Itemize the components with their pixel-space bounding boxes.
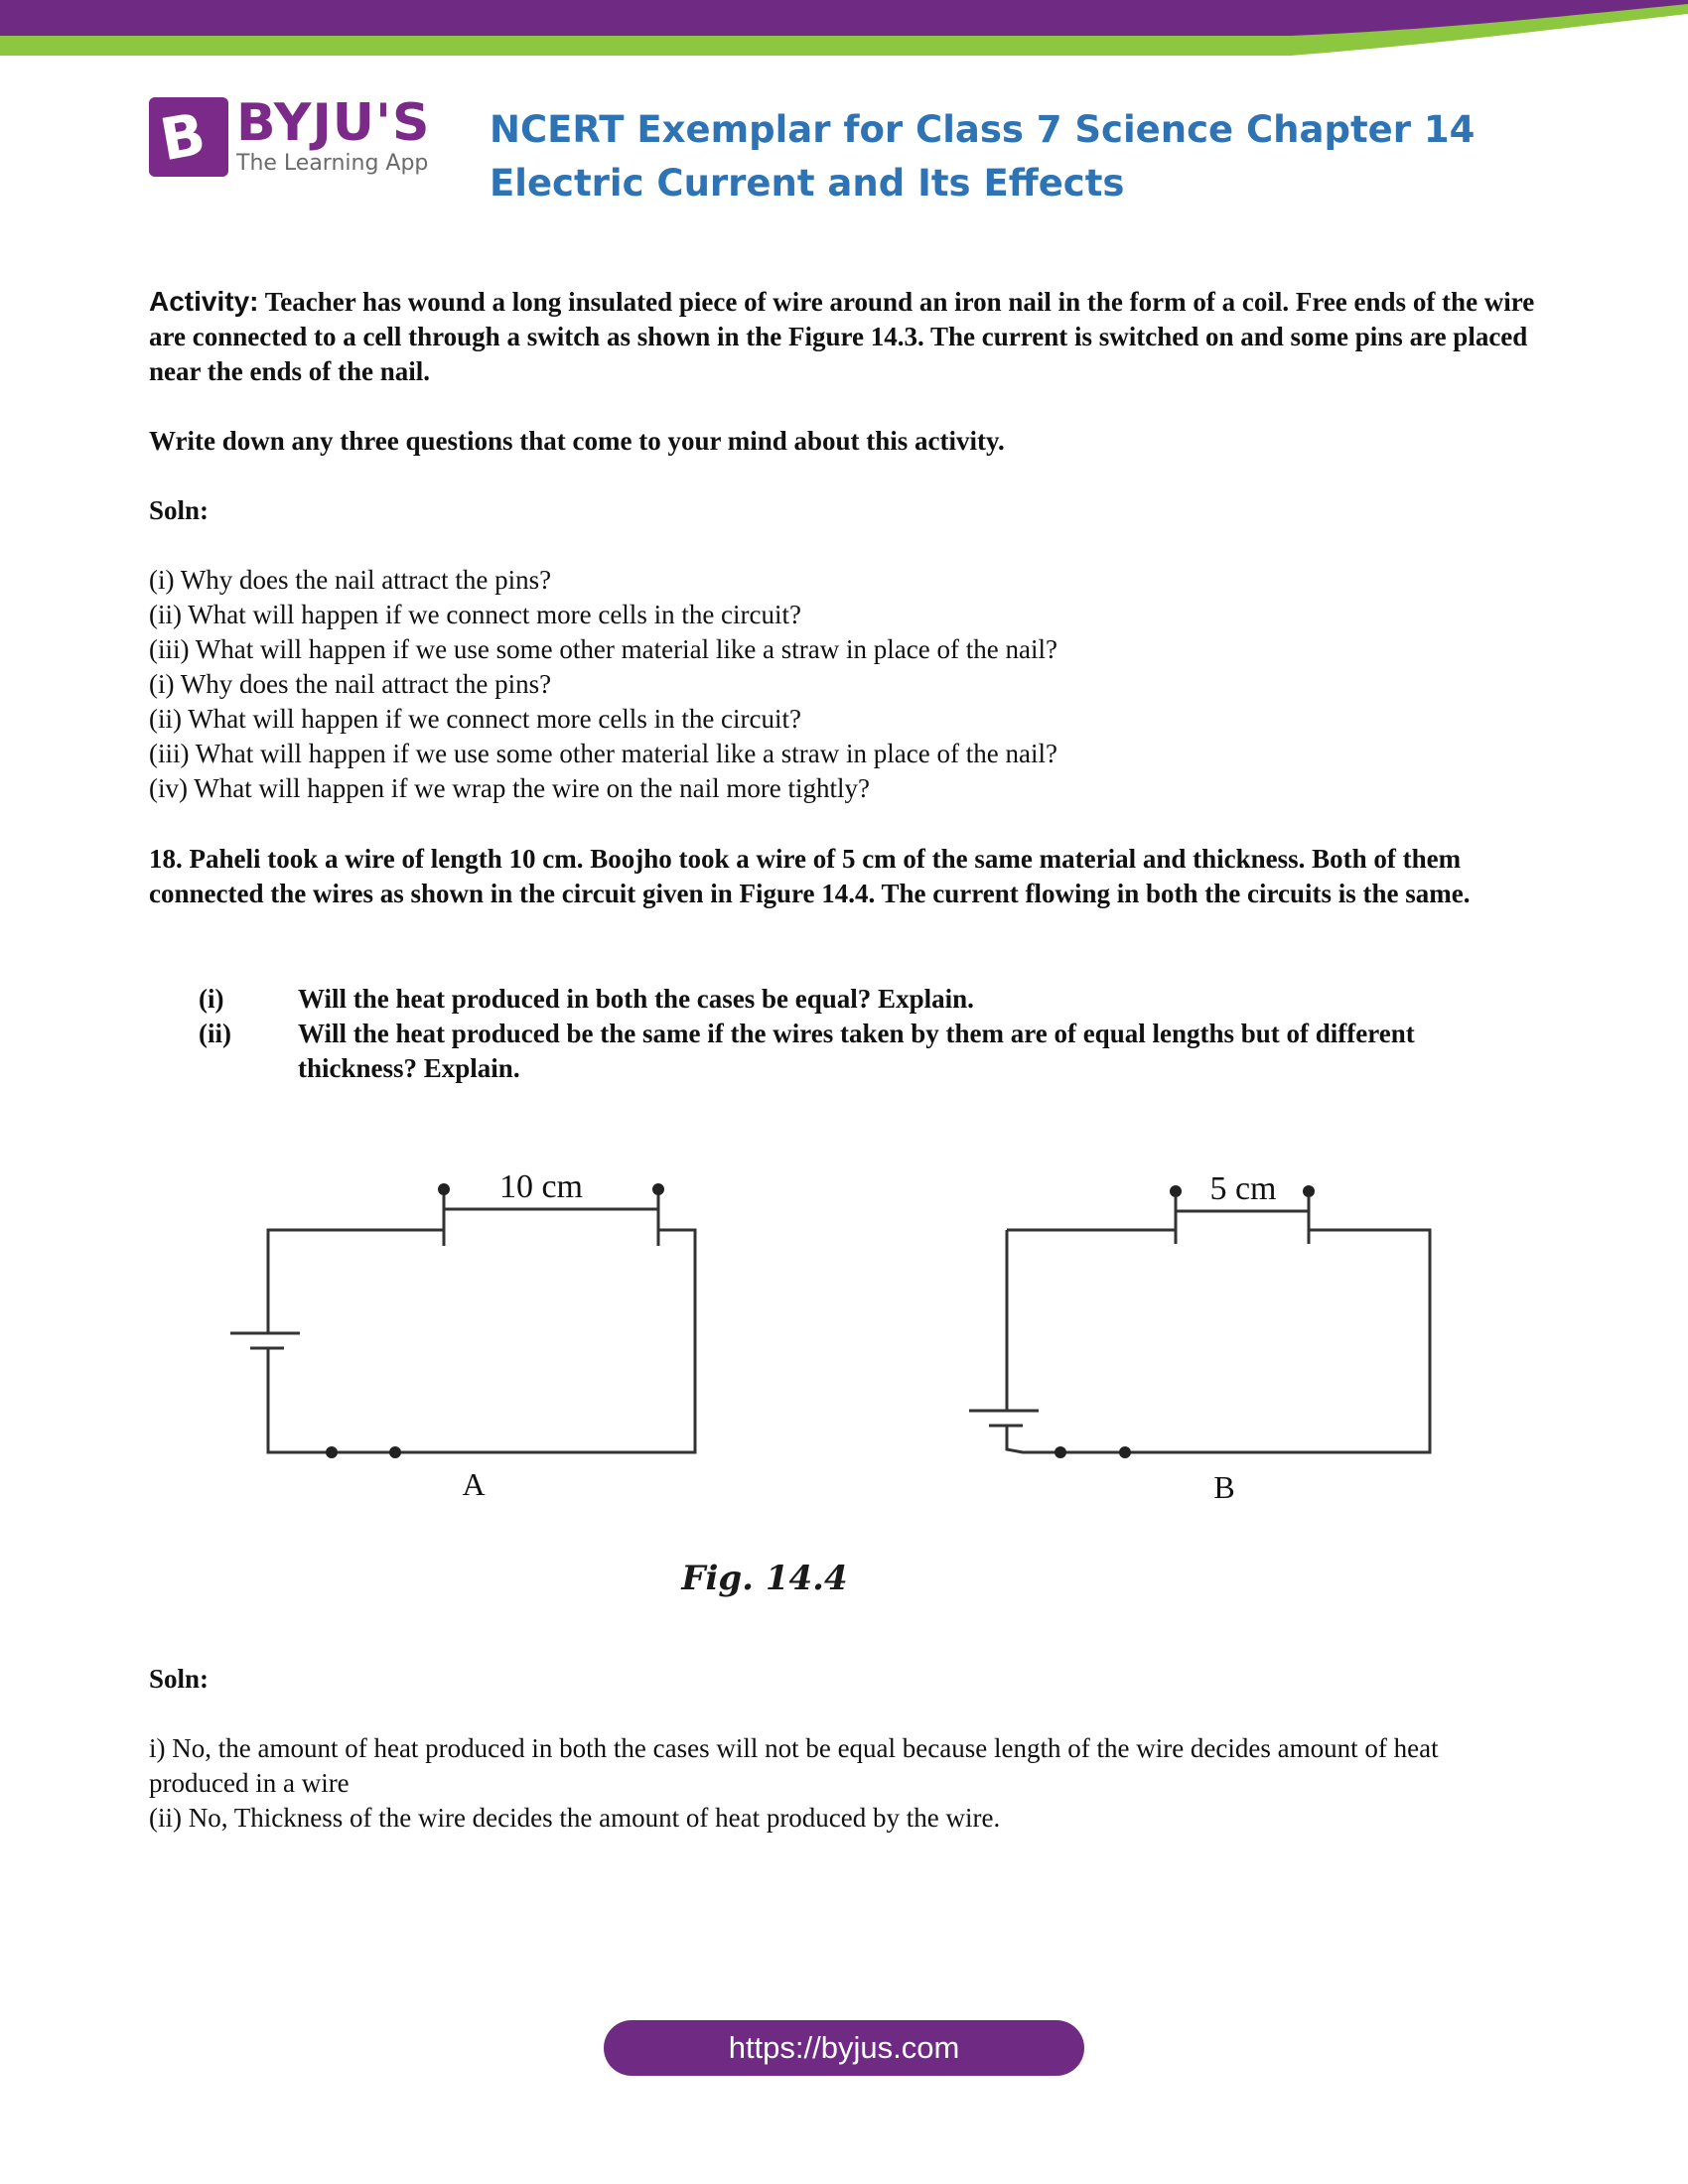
top-brand-bar [0,0,1688,60]
circuit-a-length-label: 10 cm [498,1168,584,1205]
subquestion-number: (i) [199,984,224,1014]
circuit-a-label: A [462,1466,486,1502]
logo-mark-icon: B [149,97,228,177]
footer-url-text: https://byjus.com [728,2030,960,2065]
subquestion-text: Will the heat produced be the same if the wires taken by them are of equal lengths but of different thickness? Explain. [298,1019,1415,1083]
list-item: (ii) What will happen if we connect more cells in the circuit? [149,600,802,629]
list-item: (iii) What will happen if we use some other material like a straw in place of the nail? [149,739,1057,768]
byjus-logo [149,93,447,181]
circuit-a [230,1193,695,1452]
list-item: (iv) What will happen if we wrap the wire on the nail more tightly? [149,773,871,803]
activity-text: Teacher has wound a long insulated piece of wire around an iron nail in the form of a coil. Free ends of the wire are connected to a cell through a switch as shown in the Figure 14.3. The current is switched on and some pins are placed near the ends of the nail. [149,287,1535,386]
switch-dot [389,1446,401,1458]
circuit-b-label: B [1213,1469,1235,1505]
figure-caption: Fig. 14.4 [681,1559,848,1598]
terminal-dot [438,1183,450,1195]
terminal-dot [1303,1185,1315,1197]
terminal-dot [1170,1185,1182,1197]
activity-soln-label: Soln: [149,495,210,525]
switch-dot [1119,1446,1131,1458]
activity-label: Activity: [149,286,259,317]
list-item: (ii) No, Thickness of the wire decides the amount of heat produced by the wire. [149,1803,1001,1833]
list-item: (ii) What will happen if we connect more cells in the circuit? [149,704,802,734]
list-item: (i) Why does the nail attract the pins? [149,565,552,595]
logo-brand-name: BYJU'S [236,93,431,153]
activity-paragraph [149,284,1539,389]
switch-dot [1055,1446,1066,1458]
list-item: (iii) What will happen if we use some other material like a straw in place of the nail? [149,634,1057,664]
terminal-dot [652,1183,664,1195]
switch-dot [326,1446,338,1458]
subquestion-text: Will the heat produced in both the cases be equal? Explain. [298,984,974,1014]
q18-solution-list [149,1731,1534,1836]
page-title: NCERT Exemplar for Class 7 Science Chapter 14 Electric Current and Its Effects [490,108,1476,205]
activity-answer-list [149,563,1539,806]
list-item: (i) Why does the nail attract the pins? [149,669,552,699]
logo-tagline: The Learning App [236,151,429,176]
question-18: 18. Paheli took a wire of length 10 cm. Boojho took a wire of 5 cm of the same material and thickness. Both of them connected the wires as shown in the circuit given in Figure 14.4. The current flowing in both the circuits is the same. [149,844,1471,908]
subquestion-number: (ii) [199,1019,231,1048]
q18-soln-label: Soln: [149,1664,210,1694]
activity-prompt: Write down any three questions that come to your mind about this activity. [149,426,1005,456]
circuit-b-length-label: 5 cm [1209,1170,1277,1207]
figure-14-4 [0,1152,1688,1628]
circuit-b [969,1197,1430,1452]
footer-url-link[interactable] [604,2020,1084,2076]
list-item: i) No, the amount of heat produced in both the cases will not be equal because length of the wire decides amount of heat produced in a wire [149,1733,1439,1798]
